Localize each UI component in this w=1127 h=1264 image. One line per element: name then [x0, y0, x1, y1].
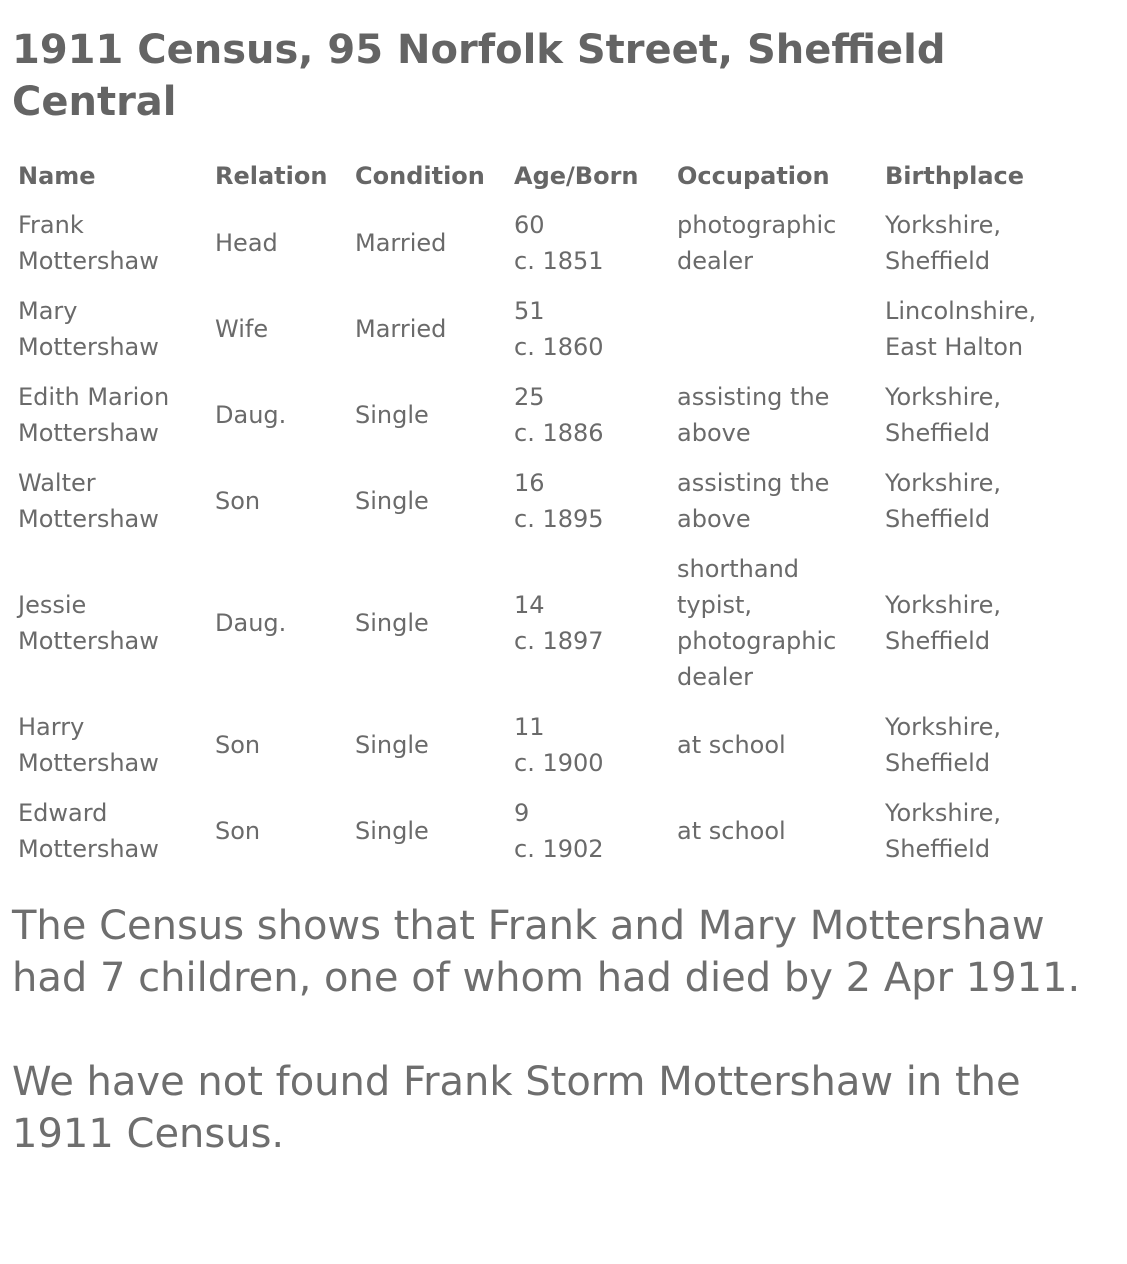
- age-value: 14: [514, 591, 545, 619]
- cell-occupation: [671, 286, 879, 372]
- name-line: Mary: [18, 297, 78, 325]
- name-line: Mottershaw: [18, 247, 159, 275]
- born-value: c. 1900: [514, 749, 604, 777]
- cell-name: [12, 544, 209, 702]
- cell-name: [12, 458, 209, 544]
- name-line: Harry: [18, 713, 85, 741]
- cell-condition: Single: [355, 487, 429, 515]
- cell-relation: Daug.: [215, 609, 287, 637]
- cell-relation: Wife: [215, 315, 269, 343]
- birthplace-line: Yorkshire,: [885, 591, 1002, 619]
- occupation-line: above: [677, 505, 751, 533]
- born-value: c. 1886: [514, 419, 604, 447]
- name-line: Walter: [18, 469, 96, 497]
- occupation-line: assisting the: [677, 383, 830, 411]
- cell-occupation: [671, 544, 879, 702]
- age-value: 16: [514, 469, 545, 497]
- cell-occupation: [671, 372, 879, 458]
- cell-birthplace: [879, 200, 1079, 286]
- occupation-line: photographic: [677, 627, 837, 655]
- name-line: Jessie: [18, 591, 87, 619]
- name-line: Mottershaw: [18, 835, 159, 863]
- occupation-line: dealer: [677, 663, 754, 691]
- header-row: [12, 156, 1079, 200]
- cell-age-born: [508, 286, 671, 372]
- cell-name: [12, 200, 209, 286]
- census-table: [12, 156, 1079, 874]
- cell-age-born: [508, 788, 671, 874]
- cell-occupation: [671, 702, 879, 788]
- table-row: [12, 200, 1079, 286]
- table-row: [12, 788, 1079, 874]
- cell-relation: Daug.: [215, 401, 287, 429]
- birthplace-line: Lincolnshire,: [885, 297, 1037, 325]
- cell-condition: Single: [355, 731, 429, 759]
- cell-name: [12, 702, 209, 788]
- cell-birthplace: [879, 372, 1079, 458]
- cell-name: [12, 286, 209, 372]
- born-value: c. 1851: [514, 247, 604, 275]
- birthplace-line: Sheffield: [885, 505, 991, 533]
- cell-name: [12, 372, 209, 458]
- cell-birthplace: [879, 544, 1079, 702]
- name-line: Mottershaw: [18, 505, 159, 533]
- occupation-line: assisting the: [677, 469, 830, 497]
- cell-occupation: [671, 458, 879, 544]
- birthplace-line: Yorkshire,: [885, 713, 1002, 741]
- birthplace-line: Yorkshire,: [885, 799, 1002, 827]
- age-value: 51: [514, 297, 545, 325]
- name-line: Frank: [18, 211, 84, 239]
- header-name: Name: [18, 162, 96, 190]
- birthplace-line: East Halton: [885, 333, 1024, 361]
- page-content: [12, 24, 1117, 1160]
- name-line: Edith Marion: [18, 383, 170, 411]
- cell-condition: Married: [355, 315, 447, 343]
- cell-birthplace: [879, 286, 1079, 372]
- cell-age-born: [508, 544, 671, 702]
- census-summary-paragraph: The Census shows that Frank and Mary Mottershaw had 7 children, one of whom had died by 2 Apr 1911.: [12, 903, 1081, 1001]
- occupation-line: photographic: [677, 211, 837, 239]
- cell-birthplace: [879, 788, 1079, 874]
- born-value: c. 1895: [514, 505, 604, 533]
- birthplace-line: Yorkshire,: [885, 211, 1002, 239]
- cell-age-born: [508, 200, 671, 286]
- cell-birthplace: [879, 702, 1079, 788]
- name-line: Mottershaw: [18, 419, 159, 447]
- census-table-body: [12, 200, 1079, 874]
- cell-age-born: [508, 702, 671, 788]
- name-line: Mottershaw: [18, 627, 159, 655]
- occupation-line: shorthand: [677, 555, 800, 583]
- cell-occupation: [671, 788, 879, 874]
- birthplace-line: Sheffield: [885, 835, 991, 863]
- table-row: [12, 372, 1079, 458]
- occupation-line: above: [677, 419, 751, 447]
- cell-relation: Son: [215, 731, 261, 759]
- cell-condition: Single: [355, 817, 429, 845]
- birthplace-line: Yorkshire,: [885, 469, 1002, 497]
- name-line: Edward: [18, 799, 108, 827]
- cell-relation: Head: [215, 229, 278, 257]
- table-row: [12, 544, 1079, 702]
- header-birthplace: Birthplace: [885, 162, 1025, 190]
- birthplace-line: Yorkshire,: [885, 383, 1002, 411]
- cell-condition: Single: [355, 609, 429, 637]
- birthplace-line: Sheffield: [885, 627, 991, 655]
- occupation-line: at school: [677, 817, 786, 845]
- cell-age-born: [508, 372, 671, 458]
- born-value: c. 1902: [514, 835, 604, 863]
- age-value: 25: [514, 383, 545, 411]
- header-condition: Condition: [355, 162, 485, 190]
- age-value: 9: [514, 799, 530, 827]
- cell-birthplace: [879, 458, 1079, 544]
- age-value: 11: [514, 713, 545, 741]
- header-relation: Relation: [215, 162, 328, 190]
- born-value: c. 1860: [514, 333, 604, 361]
- census-table-header: [12, 156, 1079, 200]
- cell-condition: Married: [355, 229, 447, 257]
- occupation-line: at school: [677, 731, 786, 759]
- cell-relation: Son: [215, 487, 261, 515]
- header-age-born: Age/Born: [514, 162, 639, 190]
- birthplace-line: Sheffield: [885, 419, 991, 447]
- birthplace-line: Sheffield: [885, 749, 991, 777]
- cell-condition: Single: [355, 401, 429, 429]
- not-found-paragraph: We have not found Frank Storm Mottershaw in the 1911 Census.: [12, 1059, 1021, 1157]
- table-row: [12, 702, 1079, 788]
- cell-relation: Son: [215, 817, 261, 845]
- table-row: [12, 458, 1079, 544]
- occupation-line: dealer: [677, 247, 754, 275]
- header-occupation: Occupation: [677, 162, 830, 190]
- age-value: 60: [514, 211, 545, 239]
- table-row: [12, 286, 1079, 372]
- born-value: c. 1897: [514, 627, 604, 655]
- page-title: 1911 Census, 95 Norfolk Street, Sheffield Central: [12, 27, 946, 125]
- name-line: Mottershaw: [18, 749, 159, 777]
- cell-occupation: [671, 200, 879, 286]
- name-line: Mottershaw: [18, 333, 159, 361]
- occupation-line: typist,: [677, 591, 753, 619]
- cell-age-born: [508, 458, 671, 544]
- birthplace-line: Sheffield: [885, 247, 991, 275]
- cell-name: [12, 788, 209, 874]
